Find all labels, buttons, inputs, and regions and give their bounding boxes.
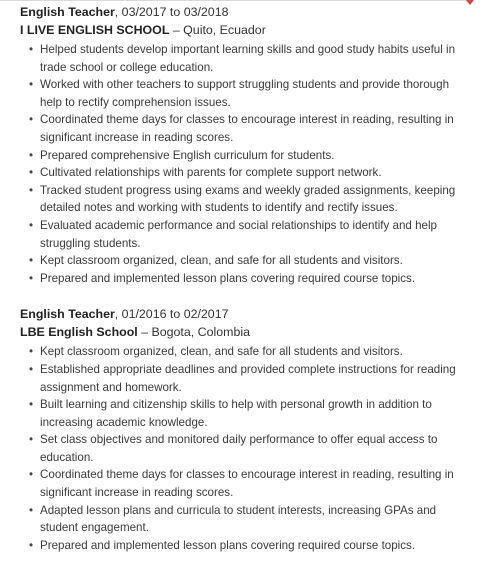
list-item: • Prepared and implemented lesson plans covering required course topics. [40,537,472,555]
list-item: • Coordinated theme days for classes to encourage interest in reading, resulting in significant increase in reading scores. [40,111,472,146]
job-heading [20,305,472,323]
employer-name: LBE English School [20,325,138,340]
list-item: • Prepared and implemented lesson plans covering required course topics. [40,270,472,288]
list-item: • Worked with other teachers to support struggling students and provide thorough help to rectify comprehension issues. [40,76,472,111]
employer-name: I LIVE ENGLISH SCHOOL [20,23,170,37]
list-item: • Cultivated relationships with parents for complete support network. [40,164,472,182]
list-item: • Kept classroom organized, clean, and safe for all students and visitors. [40,343,472,361]
job-entry [20,305,472,554]
responsibilities-list [20,343,472,554]
job-entry [20,3,472,287]
top-divider [0,0,470,1]
job-dates: , 01/2016 to 02/2017 [114,307,229,322]
list-item: • Established appropriate deadlines and provided complete instructions for reading assignment and homework. [40,361,472,396]
employer-line [20,21,472,39]
job-dates: , 03/2017 to 03/2018 [114,5,229,19]
list-item: • Helped students develop important learning skills and good study habits useful in trade school or college education. [40,41,472,76]
experience-section [20,3,472,572]
job-heading [20,3,472,21]
list-item: • Built learning and citizenship skills to help with personal growth in addition to increasing academic knowledge. [40,396,472,431]
employer-line [20,323,472,341]
list-item: • Tracked student progress using exams and weekly graded assignments, keeping detailed notes and working with students to identify and rectify issues. [40,182,472,217]
list-item: • Set class objectives and monitored daily performance to offer equal access to education. [40,431,472,466]
list-item: • Evaluated academic performance and social relationships to identify and help struggling students. [40,217,472,252]
list-item: • Adapted lesson plans and curricula to student interests, increasing GPAs and student engagement. [40,502,472,537]
job-title: English Teacher [20,307,115,322]
job-title: English Teacher [20,5,115,19]
employer-location: – Quito, Ecuador [169,23,266,37]
list-item: • Coordinated theme days for classes to encourage interest in reading, resulting in significant increase in reading scores. [40,466,472,501]
employer-location: – Bogota, Colombia [137,325,250,340]
list-item: • Kept classroom organized, clean, and safe for all students and visitors. [40,252,472,270]
list-item: • Prepared comprehensive English curriculum for students. [40,147,472,165]
responsibilities-list [20,41,472,287]
